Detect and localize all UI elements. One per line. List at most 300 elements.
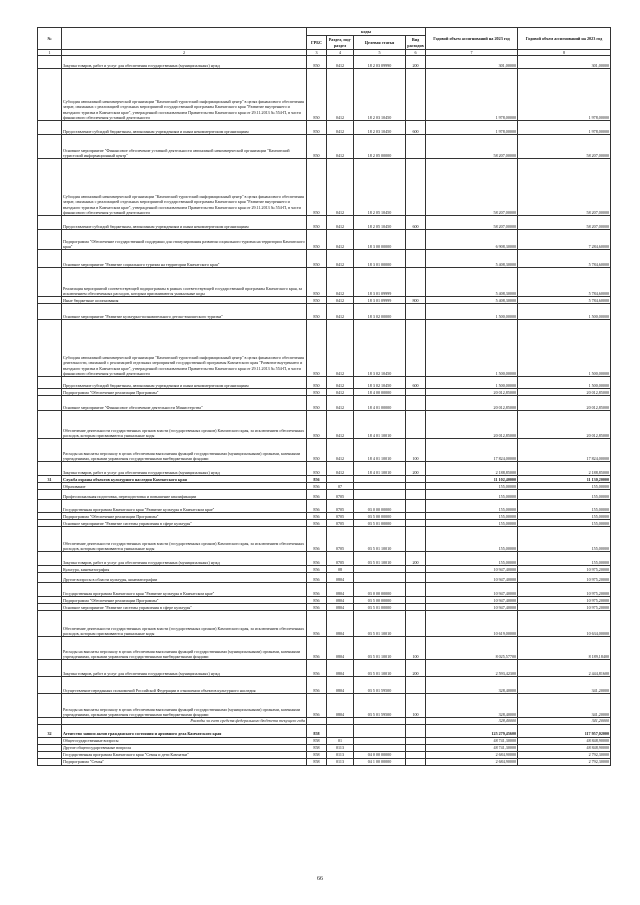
row-razdel: 0412 [327,439,354,462]
row-vid [406,304,426,320]
table-row [38,566,611,573]
row-amount-2023-b: 20 012,85000 [518,396,611,411]
row-vid [406,573,426,583]
row-number [38,135,62,159]
row-target: 18 3 00 00000 [354,230,406,250]
row-title: Другие общегосударственные вопросы [62,744,307,751]
row-amount-2023: 6 908,30000 [426,230,518,250]
row-razdel: 0705 [327,490,354,500]
row-title: Другие вопросы в области культуры, кинематографии [62,573,307,583]
row-vid [406,389,426,396]
row-amount-2023: 155,00000 [426,513,518,520]
row-title: Осуществление переданных полномочий Российской Федерации в отношении объектов культурного наследия [62,677,307,694]
table-row [38,758,611,765]
row-target: 18 4 01 10010 [354,462,406,476]
row-number [38,439,62,462]
row-title: Субсидия автономной некоммерческой организации "Камчатский туристский информационный центр" в целях финансового обеспечения затрат, связанных с реализацией отдельных мероприятий государственной программы Камчатского края "Развитие внутреннего и въездного туризма в Камчатском крае", утвержденной постановлением Правительства Камчатского края от 29.11.2013 № 554-П, в части финансового обеспечения уставной деятельности [62,159,307,216]
row-amount-2023-b: 5 784,60000 [518,297,611,304]
row-number [38,677,62,694]
row-number [38,121,62,135]
row-vid: 100 [406,694,426,718]
row-vid: 100 [406,439,426,462]
header-name [62,28,307,50]
row-razdel: 0705 [327,513,354,520]
row-target: 03 5 01 10010 [354,552,406,566]
table-row [38,268,611,297]
row-amount-2023-b: 117 957,02000 [518,724,611,737]
row-amount-2023-b: 11 130,20000 [518,476,611,483]
row-razdel: 0412 [327,304,354,320]
row-razdel: 0412 [327,396,354,411]
table-row [38,377,611,389]
row-razdel: 0412 [327,377,354,389]
row-number [38,389,62,396]
row-amount-2023: 5 408,30000 [426,268,518,297]
row-amount-2023-b: 5 784,60000 [518,268,611,297]
row-vid [406,566,426,573]
row-number [38,552,62,566]
row-title: Расходы на выплаты персоналу в целях обеспечения выполнения функций государственными (муниципальными) органами, казенными учреждениями, органами управления государственными внебюджетными фондами [62,439,307,462]
row-number [38,230,62,250]
row-title: Закупка товаров, работ и услуг для обеспечения государственных (муниципальных) нужд [62,56,307,69]
row-amount-2023-b: 5 784,60000 [518,250,611,268]
row-title: Предоставление субсидий бюджетным, автономным учреждениям и иным некоммерческим организациям [62,216,307,230]
row-vid [406,396,426,411]
row-razdel: 0113 [327,751,354,758]
row-razdel: 0412 [327,297,354,304]
table-header [38,28,611,56]
row-grbs: 850 [307,297,327,304]
row-target: 03 5 01 00000 [354,604,406,611]
row-target: 18 3 01 09999 [354,268,406,297]
row-grbs: 856 [307,677,327,694]
row-target: 18 2 05 10450 [354,159,406,216]
table-row [38,56,611,69]
row-grbs: 856 [307,520,327,527]
row-amount-2023: 20 012,85000 [426,411,518,439]
row-grbs: 856 [307,583,327,597]
table-row [38,121,611,135]
row-amount-2023: 10 947,40000 [426,573,518,583]
table-row [38,751,611,758]
row-number [38,56,62,69]
row-amount-2023: 58 207,00000 [426,135,518,159]
row-number [38,637,62,660]
table-row [38,476,611,483]
table-row [38,583,611,597]
row-grbs: 856 [307,500,327,513]
row-amount-2023: 1 500,00000 [426,320,518,377]
row-grbs: 850 [307,135,327,159]
colnum: 7 [426,50,518,56]
table-row [38,439,611,462]
row-amount-2023: 17 824,00000 [426,439,518,462]
row-grbs: 858 [307,758,327,765]
row-razdel: 0412 [327,389,354,396]
row-number [38,69,62,121]
row-target: 03 5 01 10010 [354,660,406,677]
row-razdel: 0412 [327,320,354,377]
row-amount-2023-b: 155,00000 [518,552,611,566]
table-row [38,660,611,677]
row-target: 03 5 01 00000 [354,520,406,527]
row-razdel: 0804 [327,694,354,718]
row-vid [406,751,426,758]
row-target [354,566,406,573]
row-target: 18 2 05 10450 [354,216,406,230]
row-vid: 600 [406,377,426,389]
header-vid: Вид расходов [407,37,424,48]
row-title: Государственная программа Камчатского края "Семья и дети Камчатки" [62,751,307,758]
row-amount-2023-b: 155,00000 [518,520,611,527]
row-razdel: 0113 [327,758,354,765]
row-amount-2023: 10 947,40000 [426,566,518,573]
row-amount-2023: 20 012,85000 [426,389,518,396]
table-row [38,135,611,159]
row-vid: 100 [406,637,426,660]
row-amount-2023-b: 58 207,00000 [518,159,611,216]
row-grbs: 856 [307,637,327,660]
row-number [38,527,62,552]
row-amount-2023-b: 1 978,00000 [518,69,611,121]
row-razdel [327,476,354,483]
row-number [38,377,62,389]
row-vid [406,500,426,513]
row-grbs: 856 [307,694,327,718]
row-grbs: 850 [307,439,327,462]
row-number [38,483,62,490]
row-grbs: 856 [307,566,327,573]
row-title: Основное мероприятие "Финансовое обеспечение уставной деятельности автономной некоммерческой организации "Камчатский туристский информационный центр" [62,135,307,159]
row-number [38,159,62,216]
row-amount-2023: 2 684,90000 [426,751,518,758]
row-razdel: 0113 [327,744,354,751]
row-amount-2023-b: 17 824,00000 [518,439,611,462]
row-razdel: 08 [327,566,354,573]
row-target: 03 5 01 59500 [354,677,406,694]
row-grbs: 850 [307,216,327,230]
row-razdel: 0412 [327,230,354,250]
row-vid [406,611,426,637]
row-razdel: 0804 [327,637,354,660]
row-number [38,751,62,758]
row-vid [406,69,426,121]
row-grbs: 856 [307,552,327,566]
row-amount-2023-b: 1 500,00000 [518,304,611,320]
row-title: Государственная программа Камчатского края "Развитие культуры в Камчатском крае" [62,583,307,597]
row-title: Обеспечение деятельности государственных органов власти (государственных органов) Камчатского края, за исключением обеспеченных расходов, которым присваиваются уникальные коды [62,411,307,439]
row-amount-2023-b: 155,00000 [518,483,611,490]
row-grbs: 858 [307,744,327,751]
row-title: Общегосударственные вопросы [62,737,307,744]
row-amount-2023-b: 341,20000 [518,694,611,718]
row-grbs: 856 [307,483,327,490]
row-amount-2023-b: 48 848,90000 [518,744,611,751]
row-title: Подпрограмма "Семья" [62,758,307,765]
row-vid: 600 [406,121,426,135]
row-razdel: 0804 [327,660,354,677]
row-amount-2023: 155,00000 [426,490,518,500]
row-razdel: 0412 [327,56,354,69]
row-target: 04 1 00 00000 [354,758,406,765]
row-amount-2023-b: 10 975,20000 [518,604,611,611]
row-razdel: 0804 [327,611,354,637]
row-vid [406,411,426,439]
row-razdel: 0412 [327,268,354,297]
colnum: 5 [354,50,406,56]
row-number [38,758,62,765]
row-vid [406,583,426,597]
row-title: Профессиональная подготовка, переподготовка и повышение квалификации [62,490,307,500]
row-target [354,737,406,744]
row-title: Закупка товаров, работ и услуг для обеспечения государственных (муниципальных) нужд [62,462,307,476]
row-grbs: 850 [307,230,327,250]
row-amount-2023-b: 155,00000 [518,500,611,513]
row-number [38,396,62,411]
table-row [38,304,611,320]
row-amount-2023: 155,00000 [426,552,518,566]
table-row [38,230,611,250]
row-title: Закупка товаров, работ и услуг для обеспечения государственных (муниципальных) нужд [62,660,307,677]
row-title: Основное мероприятие "Финансовое обеспечение деятельности Министерства" [62,396,307,411]
row-target [354,483,406,490]
table-row [38,573,611,583]
row-number [38,250,62,268]
row-amount-2023: 48 741,30000 [426,744,518,751]
row-amount-2023: 48 741,30000 [426,737,518,744]
row-title: Подпрограмма "Обеспечение реализации Программы" [62,513,307,520]
row-title: Основное мероприятие "Развитие системы управления в сфере культуры" [62,604,307,611]
row-target: 18 3 01 09999 [354,297,406,304]
row-vid [406,268,426,297]
row-vid: 800 [406,297,426,304]
table-row [38,250,611,268]
row-amount-2023-b: 155,00000 [518,513,611,520]
row-razdel: 07 [327,483,354,490]
row-vid: 200 [406,660,426,677]
row-amount-2023-b: 155,00000 [518,527,611,552]
row-title: Реализация мероприятий соответствующей подпрограммы в рамках соответствующей государственной программы Камчатского края, за исключением обеспеченных расходов, которым присваиваются уникальные коды [62,268,307,297]
table-row [38,462,611,476]
row-amount-2023: 5 408,30000 [426,297,518,304]
table-row [38,483,611,490]
row-title: Подпрограмма "Обеспечение государственной поддержки для стимулирования развития социального туризма на территории Камчатского края" [62,230,307,250]
row-amount-2023: 10 947,40000 [426,604,518,611]
header-volume-2023: Годовой объем ассигнований на 2023 год [426,28,518,50]
row-number [38,411,62,439]
row-amount-2023: 8 025,57700 [426,637,518,660]
table-row [38,724,611,737]
row-vid [406,597,426,604]
table-row [38,744,611,751]
table-row [38,389,611,396]
row-amount-2023-b: 1 978,00000 [518,121,611,135]
row-number [38,597,62,604]
row-vid [406,724,426,737]
row-amount-2023-b: 2 444,81600 [518,660,611,677]
row-amount-2023: 10 619,00000 [426,611,518,637]
row-grbs: 856 [307,611,327,637]
row-target: 18 4 01 10010 [354,439,406,462]
row-razdel: 01 [327,737,354,744]
row-target: 03 5 00 00000 [354,513,406,520]
row-target: 18 4 01 00000 [354,396,406,411]
row-razdel: 0412 [327,462,354,476]
row-grbs: 856 [307,513,327,520]
row-number [38,566,62,573]
row-target: 18 3 02 10450 [354,377,406,389]
row-grbs: 858 [307,737,327,744]
table-row [38,396,611,411]
row-amount-2023-b: 1 500,00000 [518,320,611,377]
row-amount-2023: 1 500,00000 [426,377,518,389]
row-vid [406,159,426,216]
colnum: 3 [307,50,327,56]
row-grbs: 856 [307,597,327,604]
row-razdel [327,724,354,737]
row-title: Субсидия автономной некоммерческой организации "Камчатский туристский информационный центр" в целях финансового обеспечения затрат, связанных с реализацией отдельных мероприятий государственной программы Камчатского края "Развитие внутреннего и въездного туризма в Камчатском крае", утвержденной постановлением Правительства Камчатского края от 29.11.2013 № 554-П, в части финансового обеспечения уставной деятельности [62,69,307,121]
row-target: 18 3 02 00000 [354,304,406,320]
header-volume-2023-b: Годовой объем ассигнований на 2023 год [518,28,611,50]
row-grbs: 850 [307,377,327,389]
row-amount-2023-b: 341,20000 [518,677,611,694]
row-amount-2023: 155,00000 [426,520,518,527]
row-grbs: 858 [307,751,327,758]
row-razdel: 0412 [327,250,354,268]
row-razdel: 0412 [327,121,354,135]
table-row [38,597,611,604]
row-amount-2023-b: 10 975,20000 [518,597,611,604]
row-grbs: 856 [307,527,327,552]
row-amount-2023: 20 012,85000 [426,396,518,411]
row-amount-2023-b: 2 792,30000 [518,758,611,765]
budget-table [37,27,611,766]
row-target: 03 5 01 10010 [354,637,406,660]
table-row [38,297,611,304]
table-row [38,320,611,377]
row-target [354,476,406,483]
row-amount-2023: 155,00000 [426,527,518,552]
row-amount-2023-b: 10 634,00000 [518,611,611,637]
row-title: Основное мероприятие "Развитие культурно-познавательного детско-юношеского туризма" [62,304,307,320]
row-amount-2023-b: 20 012,85000 [518,389,611,396]
row-number: 32 [38,724,62,737]
colnum: 2 [62,50,307,56]
row-grbs: 856 [307,660,327,677]
row-grbs: 850 [307,320,327,377]
row-title: Агентство записи актов гражданского состояния и архивного дела Камчатского края [62,724,307,737]
row-number [38,490,62,500]
row-grbs: 850 [307,268,327,297]
table-body [38,56,611,765]
row-vid [406,527,426,552]
row-title: Культура, кинематография [62,566,307,573]
row-amount-2023: 1 978,00000 [426,121,518,135]
row-razdel: 0705 [327,500,354,513]
row-title: Государственная программа Камчатского края "Развитие культуры в Камчатском крае" [62,500,307,513]
table-row [38,513,611,520]
row-amount-2023: 328,40000 [426,677,518,694]
row-amount-2023-b: 8 189,18400 [518,637,611,660]
header-codes-group: коды [307,28,426,36]
row-title: Предоставление субсидий бюджетным, автономным учреждениям и иным некоммерческим организациям [62,377,307,389]
row-amount-2023: 301,00000 [426,56,518,69]
row-vid: 200 [406,56,426,69]
table-row [38,611,611,637]
row-number [38,744,62,751]
row-amount-2023: 11 102,40000 [426,476,518,483]
row-vid [406,604,426,611]
row-grbs: 850 [307,250,327,268]
row-title: Субсидия автономной некоммерческой организации "Камчатский туристский информационный центр" в целях финансового обеспечения деятельности, связанной с реализацией отдельных мероприятий государственной программы Камчатского края "Развитие внутреннего и въездного туризма в Камчатском крае", утвержденной постановлением Правительства Камчатского края от 29.11.2013 № 554-П, в части финансового обеспечения уставной деятельности [62,320,307,377]
table-row [38,159,611,216]
row-amount-2023: 5 408,30000 [426,250,518,268]
row-title: Расходы на выплаты персоналу в целях обеспечения выполнения функций государственными (муниципальными) органами, казенными учреждениями, органами управления государственными внебюджетными фондами [62,637,307,660]
row-razdel: 0412 [327,216,354,230]
row-title: Обеспечение деятельности государственных органов власти (государственных органов) Камчатского края, за исключением обеспеченных расходов, которым присваиваются уникальные коды [62,527,307,552]
row-amount-2023-b: 48 848,90000 [518,737,611,744]
row-number [38,304,62,320]
row-number [38,573,62,583]
table-row [38,604,611,611]
row-amount-2023: 2 188,85000 [426,462,518,476]
row-title: Закупка товаров, работ и услуг для обеспечения государственных (муниципальных) нужд [62,552,307,566]
row-number [38,737,62,744]
row-vid [406,677,426,694]
row-vid [406,520,426,527]
row-vid: 200 [406,552,426,566]
row-razdel: 0412 [327,159,354,216]
row-title: Обеспечение деятельности государственных органов власти (государственных органов) Камчатского края, за исключением обеспеченных расходов, которым присваиваются уникальные коды [62,611,307,637]
row-target: 03 5 01 10010 [354,611,406,637]
row-target: 03 5 00 00000 [354,597,406,604]
row-razdel: 0705 [327,520,354,527]
row-amount-2023: 1 500,00000 [426,304,518,320]
row-razdel: 0804 [327,573,354,583]
row-number [38,297,62,304]
row-number [38,216,62,230]
row-amount-2023: 10 947,40000 [426,583,518,597]
row-amount-2023: 155,00000 [426,500,518,513]
row-grbs: 850 [307,411,327,439]
row-title: Служба охраны объектов культурного наследия Камчатского края [62,476,307,483]
row-razdel: 0412 [327,69,354,121]
row-target: 03 0 00 00000 [354,583,406,597]
row-vid: 200 [406,462,426,476]
row-target: 18 3 01 00000 [354,250,406,268]
row-number [38,611,62,637]
page-number: 66 [317,876,323,882]
row-razdel: 0804 [327,583,354,597]
row-target: 18 2 03 10450 [354,121,406,135]
row-vid [406,758,426,765]
row-amount-2023-b: 58 207,00000 [518,135,611,159]
row-vid [406,744,426,751]
row-amount-2023-b: 7 284,60000 [518,230,611,250]
header-num: № [38,28,62,50]
row-number [38,604,62,611]
table-row [38,552,611,566]
row-number [38,513,62,520]
row-grbs: 850 [307,121,327,135]
row-target: 18 2 03 09990 [354,56,406,69]
colnum: 6 [406,50,426,56]
row-title: Образование [62,483,307,490]
row-amount-2023: 58 207,00000 [426,216,518,230]
row-title: Подпрограмма "Обеспечение реализации Программы" [62,389,307,396]
row-number [38,462,62,476]
row-grbs: 850 [307,56,327,69]
